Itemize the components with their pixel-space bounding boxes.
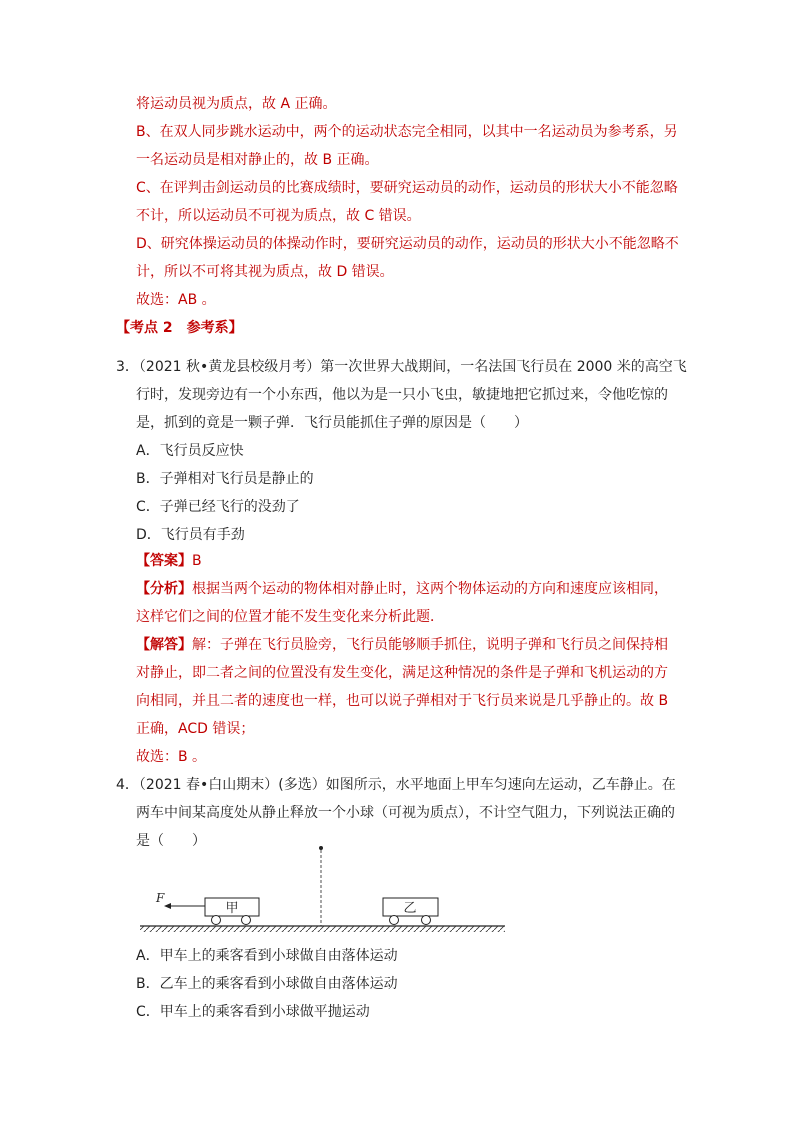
q3-answer-line xyxy=(136,551,202,571)
cart-a-wheel-right xyxy=(242,916,251,925)
cart-b-wheel-left xyxy=(390,916,399,925)
cart-b-wheel-right xyxy=(422,916,431,925)
q3-answer: B xyxy=(192,553,202,569)
q3-solution-line-5: 故选：B 。 xyxy=(136,749,207,765)
q3-analysis-line-1 xyxy=(136,579,668,599)
prev-solution-line-6: D、研究体操运动员的体操动作时，要研究运动员的动作，运动员的形状大小不能忽略不 xyxy=(136,236,679,252)
q3-stem-line-1: 3．（2021 秋•黄龙县校级月考）第一次世界大战期间，一名法国飞行员在 2000 米的高空飞 xyxy=(116,359,687,375)
q4-option-a: A．甲车上的乘客看到小球做自由落体运动 xyxy=(136,948,398,964)
ground-hatching xyxy=(140,926,505,932)
q3-stem-line-2: 行时，发现旁边有一个小东西，他以为是一只小飞虫，敏捷地把它抓过来，令他吃惊的 xyxy=(136,387,668,403)
q3-solution-text-1: 解：子弹在飞行员脸旁，飞行员能够顺手抓住，说明子弹和飞行员之间保持相 xyxy=(192,637,668,653)
q3-solution-line-2: 对静止，即二者之间的位置没有发生变化，满足这种情况的条件是子弹和飞机运动的方 xyxy=(136,665,668,681)
force-arrow-head xyxy=(164,903,171,909)
prev-solution-line-4: C、在评判击剑运动员的比赛成绩时，要研究运动员的动作，运动员的形状大小不能忽略 xyxy=(136,180,678,196)
prev-solution-line-3: 一名运动员是相对静止的，故 B 正确。 xyxy=(136,152,379,168)
q3-option-a: A．飞行员反应快 xyxy=(136,443,244,459)
q4-figure xyxy=(140,840,520,940)
q3-option-d: D．飞行员有手劲 xyxy=(136,527,245,543)
force-label: F xyxy=(156,891,165,905)
cart-b-label: 乙 xyxy=(403,901,417,916)
prev-solution-line-5: 不计，所以运动员不可视为质点，故 C 错误。 xyxy=(136,208,421,224)
prev-solution-line-7: 计，所以不可将其视为质点，故 D 错误。 xyxy=(136,264,394,280)
q4-stem-line-3: 是（ ） xyxy=(136,833,206,849)
q3-solution-line-3: 向相同，并且二者的速度也一样，也可以说子弹相对于飞行员来说是几乎静止的。故 B xyxy=(136,693,669,709)
q4-option-b: B．乙车上的乘客看到小球做自由落体运动 xyxy=(136,976,398,992)
solution-tag: 【解答】 xyxy=(136,637,192,653)
q3-solution-line-1 xyxy=(136,635,668,655)
q3-solution-line-4: 正确，ACD 错误； xyxy=(136,721,255,737)
q3-analysis-line-2: 这样它们之间的位置才能不发生变化来分析此题． xyxy=(136,609,444,625)
q3-analysis-text-1: 根据当两个运动的物体相对静止时，这两个物体运动的方向和速度应该相同， xyxy=(192,581,668,597)
prev-solution-line-2: B、在双人同步跳水运动中，两个的运动状态完全相同，以其中一名运动员为参考系，另 xyxy=(136,124,678,140)
prev-solution-line-1: 将运动员视为质点，故 A 正确。 xyxy=(136,96,337,112)
prev-solution-line-8: 故选：AB 。 xyxy=(136,292,216,308)
cart-a-label: 甲 xyxy=(225,901,239,916)
ball xyxy=(319,846,323,850)
q4-stem-line-2: 两车中间某高度处从静止释放一个小球（可视为质点），不计空气阻力，下列说法正确的 xyxy=(136,805,675,821)
q3-stem-line-3: 是，抓到的竟是一颗子弹．飞行员能抓住子弹的原因是（ ） xyxy=(136,415,528,431)
section-heading: 【考点 2 参考系】 xyxy=(116,320,243,336)
q3-option-c: C．子弹已经飞行的没劲了 xyxy=(136,499,300,515)
analysis-tag: 【分析】 xyxy=(136,581,192,597)
answer-tag: 【答案】 xyxy=(136,553,192,569)
cart-a-wheel-left xyxy=(212,916,221,925)
q4-stem-line-1: 4．（2021 春•白山期末）(多选）如图所示，水平地面上甲车匀速向左运动，乙车静止。在 xyxy=(116,777,676,793)
q3-option-b: B．子弹相对飞行员是静止的 xyxy=(136,471,314,487)
q4-option-c: C．甲车上的乘客看到小球做平抛运动 xyxy=(136,1004,370,1020)
